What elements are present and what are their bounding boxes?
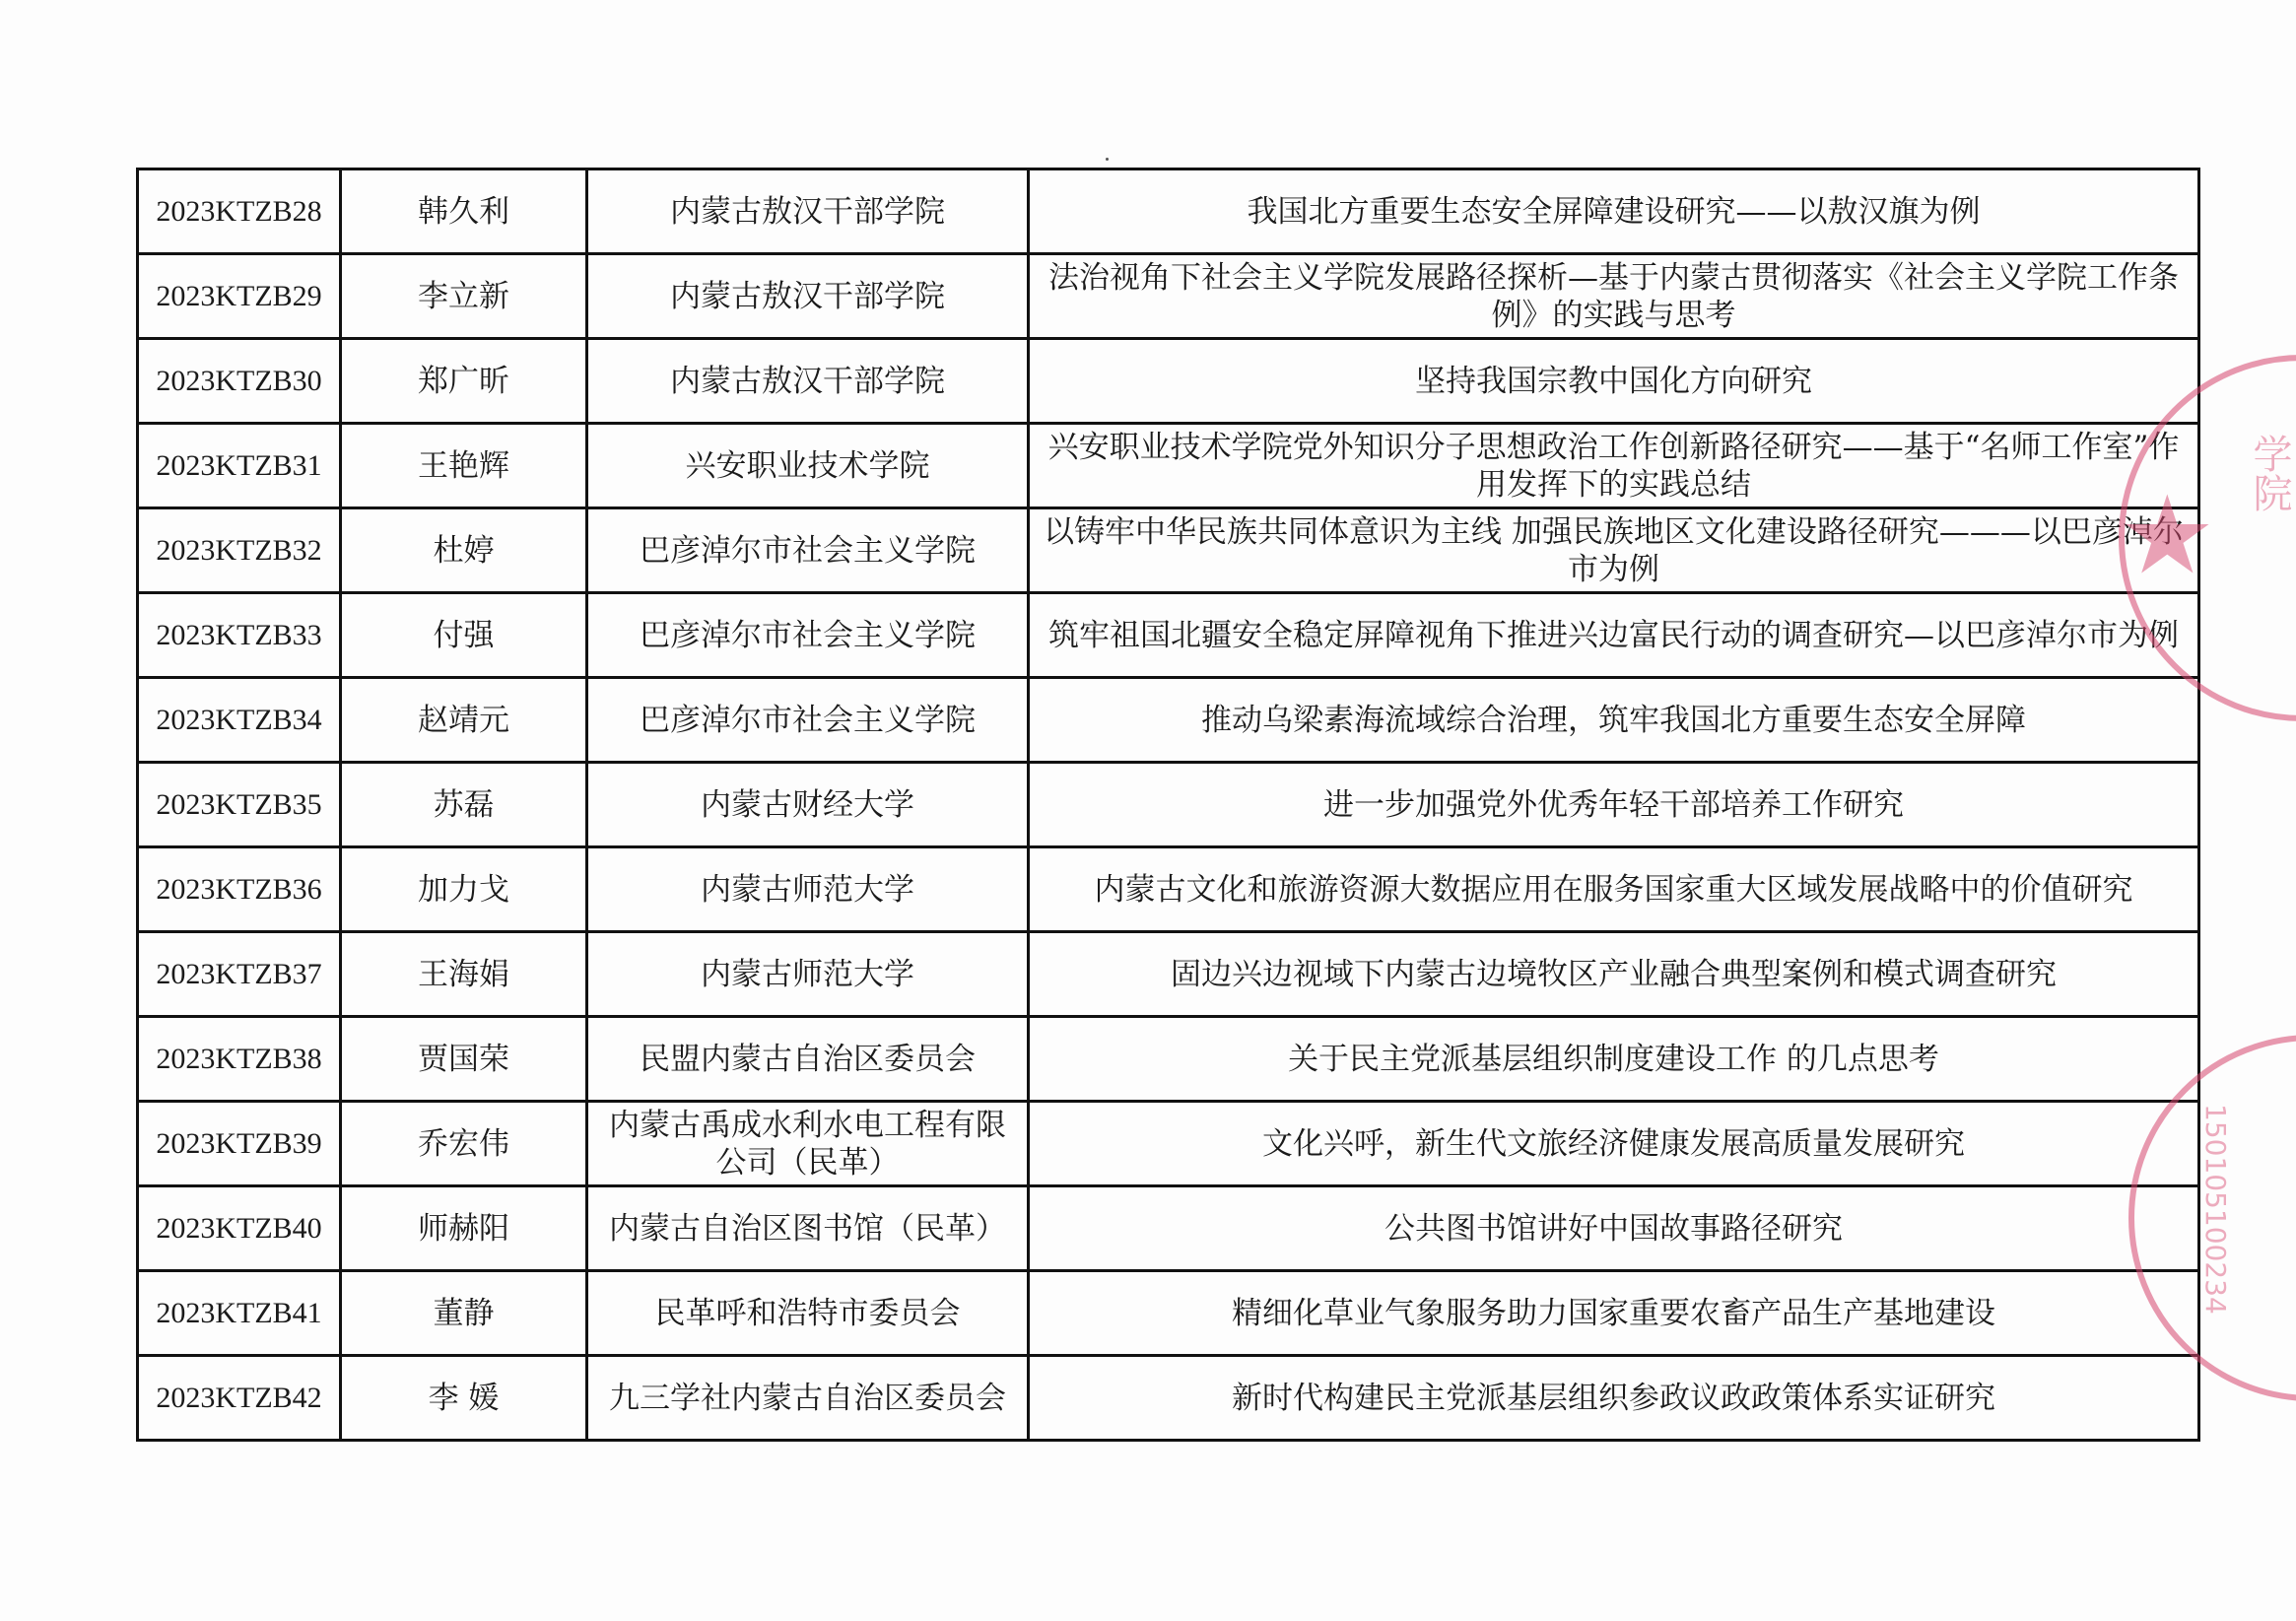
project-title: 坚持我国宗教中国化方向研究 — [1029, 339, 2199, 424]
table-row — [138, 1271, 2199, 1356]
organization: 内蒙古敖汉干部学院 — [587, 254, 1029, 339]
organization: 民革呼和浩特市委员会 — [587, 1271, 1029, 1356]
organization: 内蒙古自治区图书馆（民革） — [587, 1186, 1029, 1271]
table-row — [138, 847, 2199, 932]
project-table-body — [138, 169, 2199, 1441]
table-row — [138, 339, 2199, 424]
researcher-name: 王海娟 — [341, 932, 587, 1017]
project-code: 2023KTZB40 — [138, 1186, 341, 1271]
project-code: 2023KTZB32 — [138, 508, 341, 593]
project-code: 2023KTZB34 — [138, 678, 341, 763]
table-row — [138, 1186, 2199, 1271]
project-title: 推动乌梁素海流域综合治理，筑牢我国北方重要生态安全屏障 — [1029, 678, 2199, 763]
organization: 九三学社内蒙古自治区委员会 — [587, 1356, 1029, 1441]
project-code: 2023KTZB42 — [138, 1356, 341, 1441]
researcher-name: 赵靖元 — [341, 678, 587, 763]
project-table-wrapper — [136, 168, 2197, 1442]
table-row — [138, 763, 2199, 847]
project-title: 以铸牢中华民族共同体意识为主线 加强民族地区文化建设路径研究———以巴彦淖尔市为例 — [1029, 508, 2199, 593]
project-code: 2023KTZB33 — [138, 593, 341, 678]
seal-star-icon: ★ — [2119, 472, 2216, 598]
project-code: 2023KTZB35 — [138, 763, 341, 847]
seal-bottom-text: 150105100234 — [2199, 1104, 2232, 1315]
organization: 兴安职业技术学院 — [587, 424, 1029, 508]
organization: 民盟内蒙古自治区委员会 — [587, 1017, 1029, 1102]
table-row — [138, 1017, 2199, 1102]
researcher-name: 贾国荣 — [341, 1017, 587, 1102]
project-title: 法治视角下社会主义学院发展路径探析—基于内蒙古贯彻落实《社会主义学院工作条例》的实践与思考 — [1029, 254, 2199, 339]
table-row — [138, 678, 2199, 763]
project-code: 2023KTZB36 — [138, 847, 341, 932]
project-title: 筑牢祖国北疆安全稳定屏障视角下推进兴边富民行动的调查研究—以巴彦淖尔市为例 — [1029, 593, 2199, 678]
project-title: 我国北方重要生态安全屏障建设研究——以敖汉旗为例 — [1029, 169, 2199, 254]
project-title: 新时代构建民主党派基层组织参政议政政策体系实证研究 — [1029, 1356, 2199, 1441]
researcher-name: 董静 — [341, 1271, 587, 1356]
researcher-name: 苏磊 — [341, 763, 587, 847]
table-row — [138, 508, 2199, 593]
organization: 巴彦淖尔市社会主义学院 — [587, 678, 1029, 763]
researcher-name: 付强 — [341, 593, 587, 678]
project-code: 2023KTZB38 — [138, 1017, 341, 1102]
project-code: 2023KTZB39 — [138, 1102, 341, 1186]
scan-dot — [1106, 158, 1109, 161]
project-table — [136, 168, 2200, 1442]
project-code: 2023KTZB28 — [138, 169, 341, 254]
researcher-name: 郑广昕 — [341, 339, 587, 424]
project-title: 固边兴边视域下内蒙古边境牧区产业融合典型案例和模式调查研究 — [1029, 932, 2199, 1017]
project-code: 2023KTZB31 — [138, 424, 341, 508]
table-row — [138, 932, 2199, 1017]
researcher-name: 李立新 — [341, 254, 587, 339]
project-title: 关于民主党派基层组织制度建设工作 的几点思考 — [1029, 1017, 2199, 1102]
organization: 内蒙古敖汉干部学院 — [587, 169, 1029, 254]
researcher-name: 师赫阳 — [341, 1186, 587, 1271]
table-row — [138, 1356, 2199, 1441]
organization: 内蒙古师范大学 — [587, 847, 1029, 932]
project-title: 兴安职业技术学院党外知识分子思想政治工作创新路径研究——基于“名师工作室”作用发挥下的实践总结 — [1029, 424, 2199, 508]
project-code: 2023KTZB37 — [138, 932, 341, 1017]
project-title: 进一步加强党外优秀年轻干部培养工作研究 — [1029, 763, 2199, 847]
project-title: 精细化草业气象服务助力国家重要农畜产品生产基地建设 — [1029, 1271, 2199, 1356]
project-title: 内蒙古文化和旅游资源大数据应用在服务国家重大区域发展战略中的价值研究 — [1029, 847, 2199, 932]
organization: 内蒙古敖汉干部学院 — [587, 339, 1029, 424]
organization: 内蒙古禹成水利水电工程有限公司（民革） — [587, 1102, 1029, 1186]
organization: 内蒙古师范大学 — [587, 932, 1029, 1017]
project-code: 2023KTZB30 — [138, 339, 341, 424]
seal-top-text: 学院 — [2247, 434, 2292, 512]
researcher-name: 杜婷 — [341, 508, 587, 593]
researcher-name: 李 媛 — [341, 1356, 587, 1441]
table-row — [138, 254, 2199, 339]
project-title: 公共图书馆讲好中国故事路径研究 — [1029, 1186, 2199, 1271]
researcher-name: 加力戈 — [341, 847, 587, 932]
organization: 内蒙古财经大学 — [587, 763, 1029, 847]
table-row — [138, 593, 2199, 678]
project-title: 文化兴呼，新生代文旅经济健康发展高质量发展研究 — [1029, 1102, 2199, 1186]
organization: 巴彦淖尔市社会主义学院 — [587, 508, 1029, 593]
project-code: 2023KTZB29 — [138, 254, 341, 339]
table-row — [138, 169, 2199, 254]
researcher-name: 乔宏伟 — [341, 1102, 587, 1186]
table-row — [138, 1102, 2199, 1186]
researcher-name: 韩久利 — [341, 169, 587, 254]
organization: 巴彦淖尔市社会主义学院 — [587, 593, 1029, 678]
table-row — [138, 424, 2199, 508]
researcher-name: 王艳辉 — [341, 424, 587, 508]
project-code: 2023KTZB41 — [138, 1271, 341, 1356]
